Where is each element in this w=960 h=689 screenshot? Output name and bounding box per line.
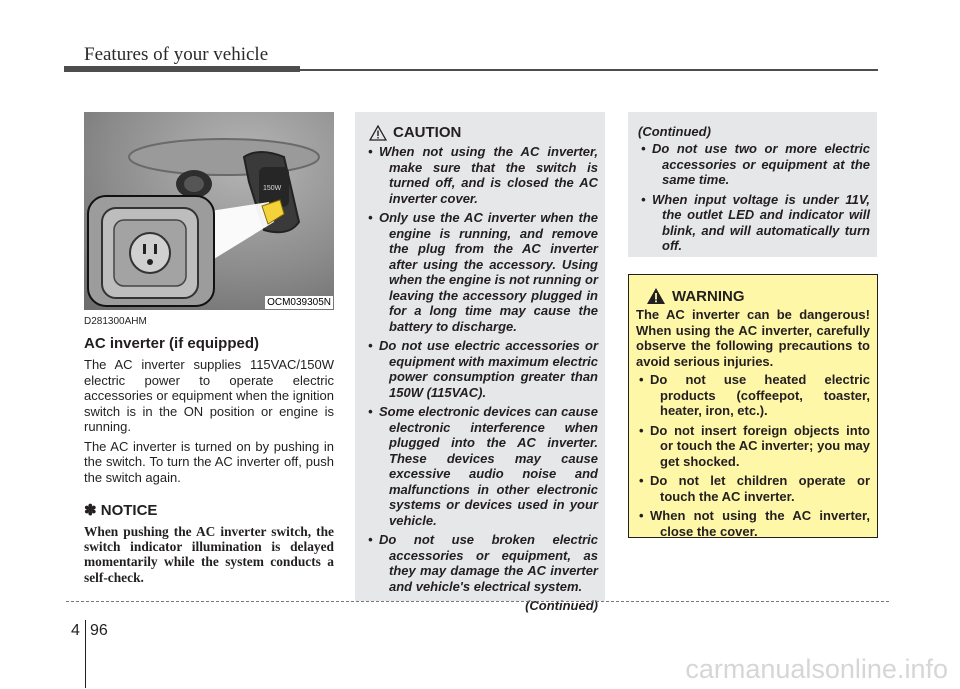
notice-mark-icon: ✽ [84, 502, 97, 519]
caution-title [369, 124, 598, 141]
warning-list [636, 372, 870, 539]
warning-item: • When not using the AC inverter, close the cover. [636, 508, 870, 539]
page-number: 96 [90, 622, 108, 639]
warning-box [628, 274, 878, 538]
watermark: carmanualsonline.info [685, 654, 948, 684]
notice-title [84, 501, 334, 519]
caution-item: • Some electronic devices can cause electronic interference when plugged into the AC inverter. These devices may cause excessive audio noise and malfunctions in other electronic systems or devices used in your vehicle. [365, 404, 598, 528]
continued-item: • Do not use two or more electric accessories or equipment at the same time. [638, 141, 870, 188]
continued-list [638, 141, 870, 254]
section-code: D281300AHM [84, 316, 147, 327]
warning-item: • Do not use heated electric products (coffeepot, toaster, heater, iron, etc.). [636, 372, 870, 419]
notice-title-label: NOTICE [100, 502, 158, 519]
continued-label: (Continued) [638, 124, 711, 139]
continued-item: • When input voltage is under 11V, the outlet LED and indicator will blink, and will automatically turn off. [638, 192, 870, 254]
continued-box [628, 112, 877, 257]
warning-title-label: WARNING [672, 287, 745, 305]
caution-item: • Do not use broken electric accessories or equipment, as they may damage the AC inverter and vehicle's electrical system. [365, 532, 598, 594]
header-rule-thick [64, 66, 300, 72]
warning-triangle-icon [646, 287, 666, 305]
svg-text:150W: 150W [263, 185, 282, 192]
warning-item: • Do not let children operate or touch the AC inverter. [636, 473, 870, 504]
body-paragraph: The AC inverter supplies 115VAC/150W electric power to operate electric accessories or equipment when the ignition switch is in the ON position or engine is running. [84, 357, 334, 434]
page-header-title: Features of your vehicle [84, 44, 269, 65]
chapter-number: 4 [71, 622, 80, 639]
section-heading: AC inverter (if equipped) [84, 335, 260, 352]
caution-item: • When not using the AC inverter, make sure that the switch is turned off, and is closed the AC inverter cover. [365, 144, 598, 206]
left-column [84, 316, 334, 585]
footer-dashed-rule [66, 601, 889, 602]
warning-title [646, 287, 870, 305]
figure-code: OCM039305N [267, 297, 331, 308]
caution-continued: (Continued) [525, 598, 598, 613]
caution-item: • Only use the AC inverter when the engine is running, and remove the plug from the AC inverter after using the accessory. Using when the engine is not running or leaving the accessory plugged in for a long time may cause the battery to discharge. [365, 210, 598, 334]
header-rule-thin [300, 69, 878, 71]
caution-title-label: CAUTION [393, 124, 462, 141]
body-paragraph: The AC inverter is turned on by pushing in the switch. To turn the AC inverter off, push the switch again. [84, 438, 334, 485]
warning-intro: The AC inverter can be dangerous! When using the AC inverter, carefully observe the following precautions to avoid serious injuries. [636, 307, 870, 369]
footer-divider [85, 620, 86, 688]
caution-box [355, 112, 605, 613]
ac-inverter-photo [84, 112, 334, 310]
caution-triangle-icon [369, 125, 387, 141]
caution-item: • Do not use electric accessories or equipment with maximum electric power consumption greater than 150W (115VAC). [365, 338, 598, 400]
caution-list [365, 144, 598, 594]
notice-body: When pushing the AC inverter switch, the switch indicator illumination is delayed momentarily while the system conducts a self-check. [84, 524, 334, 585]
warning-item: • Do not insert foreign objects into or touch the AC inverter; you may get shocked. [636, 423, 870, 470]
